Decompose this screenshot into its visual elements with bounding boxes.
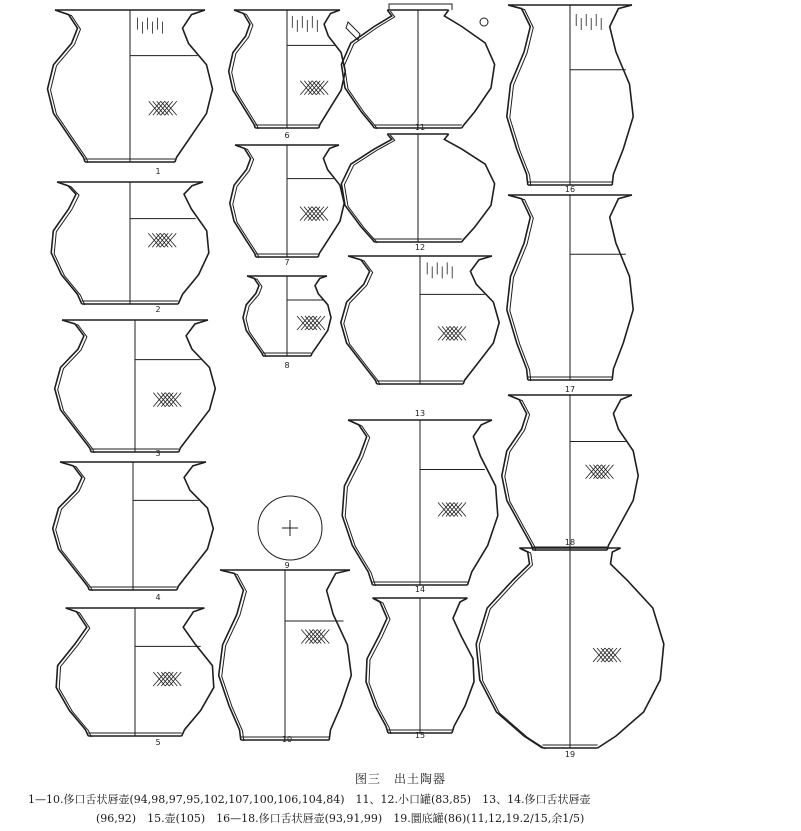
vessel-number-4: 4 (155, 593, 161, 602)
figure-caption-line-1: 1—10.侈口舌状唇壶(94,98,97,95,102,107,100,106,104,84) 11、12.小口罐(83,85) 13、14.侈口舌状唇壶 (28, 793, 591, 806)
vessel-number-13: 13 (414, 409, 426, 418)
vessel-16 (507, 5, 633, 186)
vessel-17 (507, 195, 633, 381)
vessel-18 (502, 395, 638, 551)
vessel-number-16: 16 (564, 185, 576, 194)
vessel-number-5: 5 (155, 738, 161, 747)
vessel-number-6: 6 (284, 131, 290, 140)
vessel-number-8: 8 (284, 361, 290, 370)
vessel-1 (48, 10, 213, 163)
vessel-number-12: 12 (414, 243, 426, 252)
vessel-7 (230, 145, 344, 258)
vessel-number-7: 7 (284, 258, 290, 267)
figure-caption-title: 图三 出土陶器 (354, 772, 446, 786)
vessel-6 (229, 10, 346, 129)
vessel-number-11: 11 (414, 123, 426, 132)
vessel-13 (341, 256, 499, 385)
vessel-drawings (48, 4, 664, 749)
vessel-14 (342, 420, 498, 586)
figure-caption-line-2: (96,92) 15.壶(105) 16—18.侈口舌状唇壶(93,91,99) 19.圜底罐(86)(11,12,19.2/15,余1/5) (96, 812, 585, 825)
vessel-number-1: 1 (155, 167, 161, 176)
vessel-number-15: 15 (414, 731, 426, 740)
vessel-3 (55, 320, 216, 453)
vessel-number-10: 10 (281, 735, 293, 744)
vessel-number-14: 14 (414, 585, 426, 594)
vessel-4 (53, 462, 214, 591)
vessel-number-3: 3 (155, 449, 161, 458)
vessel-number-9: 9 (284, 561, 290, 570)
vessel-2 (51, 182, 209, 305)
vessel-8 (243, 276, 331, 357)
vessel-number-18: 18 (564, 538, 576, 547)
vessel-number-19: 19 (564, 750, 576, 759)
vessel-12 (341, 134, 494, 243)
vessel-10 (219, 570, 352, 741)
vessel-number-17: 17 (564, 385, 576, 394)
vessel-5 (56, 608, 214, 737)
vessel-number-2: 2 (155, 305, 161, 314)
vessel-15 (366, 598, 474, 734)
vessel-9-disc (258, 496, 322, 560)
vessel-11 (341, 10, 494, 129)
vessel-19 (476, 548, 664, 749)
